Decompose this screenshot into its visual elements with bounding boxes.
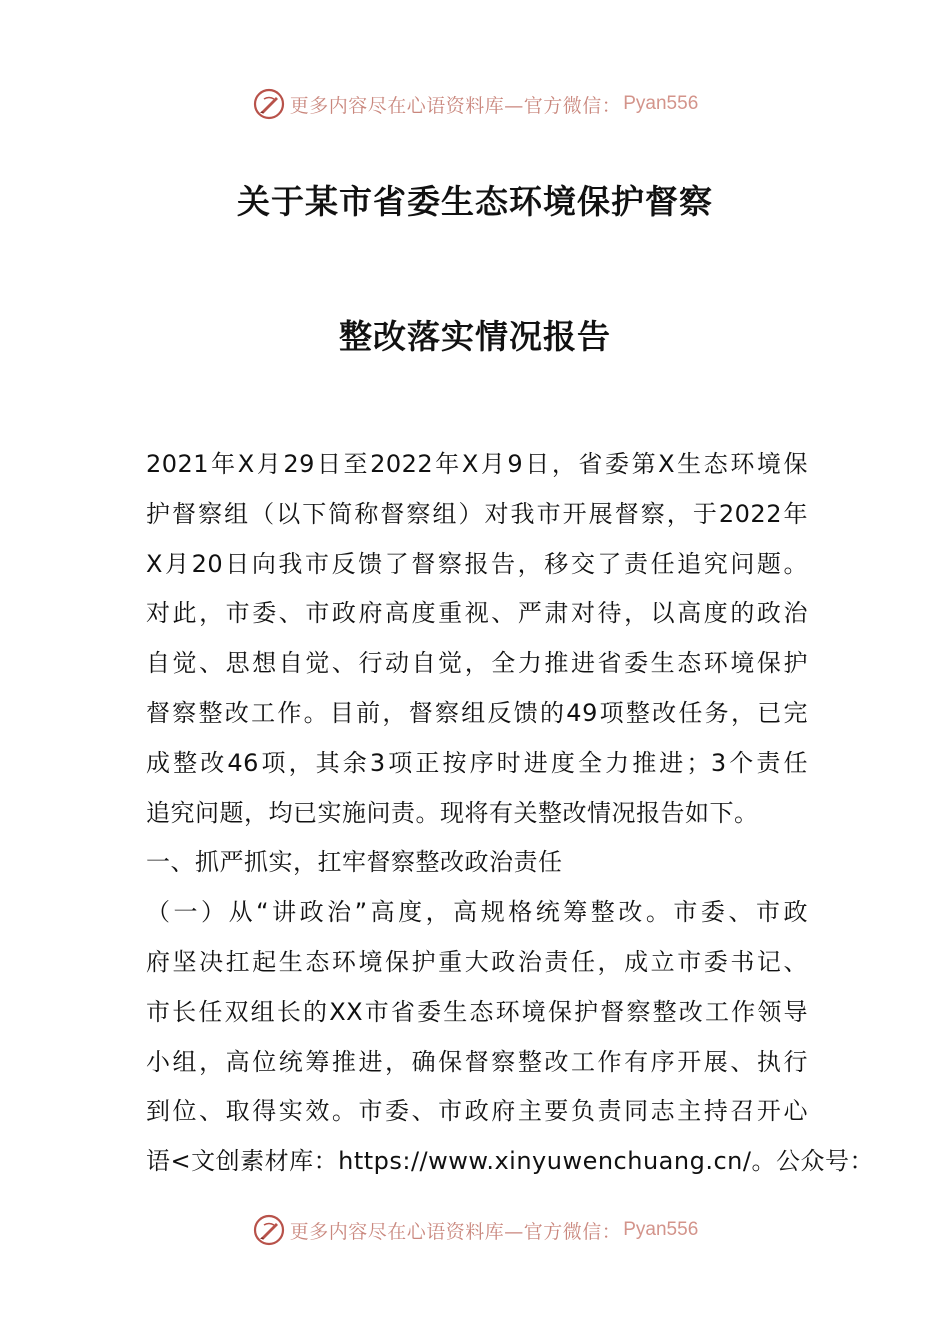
body-line: （一）从“讲政治”高度，高规格统筹整改。市委、市政: [146, 898, 808, 927]
watermark-text: 更多内容尽在心语资料库—官方微信：: [289, 94, 622, 117]
watermark-wechat-id: Pyan556: [623, 1219, 699, 1240]
watermark-text: 更多内容尽在心语资料库—官方微信：: [289, 1220, 622, 1243]
body-line: 督察整改工作。目前，督察组反馈的49项整改任务，已完: [146, 698, 808, 727]
body-line: 市长任双组长的XX市省委生态环境保护督察整改工作领导: [146, 997, 808, 1026]
body-line: 语<文创素材库：https://www.xinyuwenchuang.cn/。公众号：: [146, 1147, 874, 1176]
document-body: [146, 440, 874, 1187]
document-title-line-1: 关于某市省委生态环境保护督察: [237, 182, 713, 221]
watermark-banner-bottom: [0, 1210, 950, 1250]
body-line: 2021年X月29日至2022年X月9日，省委第X生态环境保: [146, 450, 808, 478]
body-line: 护督察组（以下简称督察组）对我市开展督察，于2022年: [146, 499, 808, 528]
watermark-wechat-id: Pyan556: [623, 93, 699, 114]
body-line: 自觉、思想自觉、行动自觉，全力推进省委生态环境保护: [146, 649, 808, 678]
body-line: 追究问题，均已实施问责。现将有关整改情况报告如下。: [146, 798, 759, 827]
pen-logo-icon: [252, 1213, 286, 1247]
section-heading: 一、抓严抓实，扛牢督察整改政治责任: [146, 848, 563, 877]
body-line: 到位、取得实效。市委、市政府主要负责同志主持召开心: [146, 1097, 808, 1126]
body-line: X月20日向我市反馈了督察报告，移交了责任追究问题。: [146, 549, 808, 578]
watermark-banner-top: [0, 84, 950, 124]
body-line: 对此，市委、市政府高度重视、严肃对待，以高度的政治: [146, 599, 808, 628]
body-line: 成整改46项，其余3项正按序时进度全力推进；3个责任: [146, 748, 808, 777]
document-title-line-2: 整改落实情况报告: [339, 317, 611, 356]
body-line: 小组，高位统筹推进，确保督察整改工作有序开展、执行: [146, 1047, 808, 1076]
pen-logo-icon: [252, 87, 286, 121]
body-line: 府坚决扛起生态环境保护重大政治责任，成立市委书记、: [146, 947, 808, 976]
